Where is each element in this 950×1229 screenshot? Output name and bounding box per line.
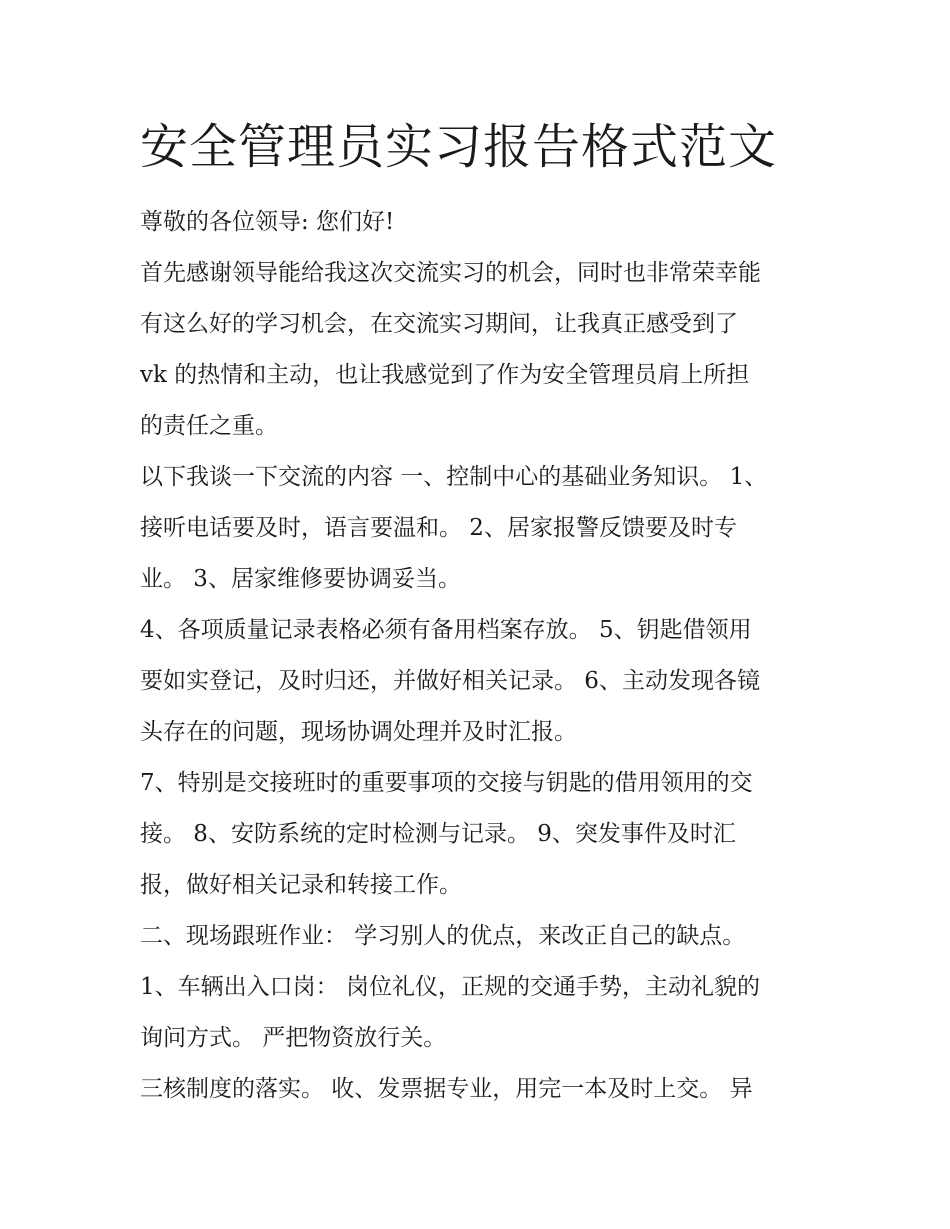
- body-line: 报，做好相关记录和转接工作。: [140, 872, 462, 898]
- document-body: [140, 197, 820, 1115]
- body-line: 1、车辆出入口岗： 岗位礼仪，正规的交通手势，主动礼貌的: [140, 974, 760, 1000]
- body-line: 业。 3、居家维修要协调妥当。: [140, 566, 461, 592]
- body-line: 接。 8、安防系统的定时检测与记录。 9、突发事件及时汇: [140, 821, 736, 847]
- body-line: 要如实登记，及时归还，并做好相关记录。 6、主动发现各镜: [140, 668, 760, 694]
- body-line: 的责任之重。: [140, 413, 278, 439]
- body-line: 4、各项质量记录表格必须有备用档案存放。 5、钥匙借领用: [140, 617, 752, 643]
- body-line: 尊敬的各位领导: 您们好!: [140, 209, 395, 235]
- body-line: 7、特别是交接班时的重要事项的交接与钥匙的借用领用的交: [140, 770, 753, 796]
- body-line: vk 的热情和主动，也让我感觉到了作为安全管理员肩上所担: [140, 362, 750, 388]
- body-line: 询问方式。 严把物资放行关。: [140, 1025, 447, 1051]
- body-line: 头存在的问题，现场协调处理并及时汇报。: [140, 719, 577, 745]
- body-line: 二、现场跟班作业： 学习别人的优点，来改正自己的缺点。: [140, 923, 746, 949]
- body-line: 有这么好的学习机会，在交流实习期间，让我真正感受到了: [140, 311, 738, 337]
- body-line: 首先感谢领导能给我这次交流实习的机会，同时也非常荣幸能: [140, 260, 761, 286]
- body-line: 三核制度的落实。 收、发票据专业，用完一本及时上交。 异: [140, 1076, 753, 1102]
- document-title: 安全管理员实习报告格式范文: [140, 119, 778, 175]
- body-line: 接听电话要及时，语言要温和。 2、居家报警反馈要及时专: [140, 515, 737, 541]
- body-line: 以下我谈一下交流的内容 一、控制中心的基础业务知识。 1、: [140, 464, 768, 490]
